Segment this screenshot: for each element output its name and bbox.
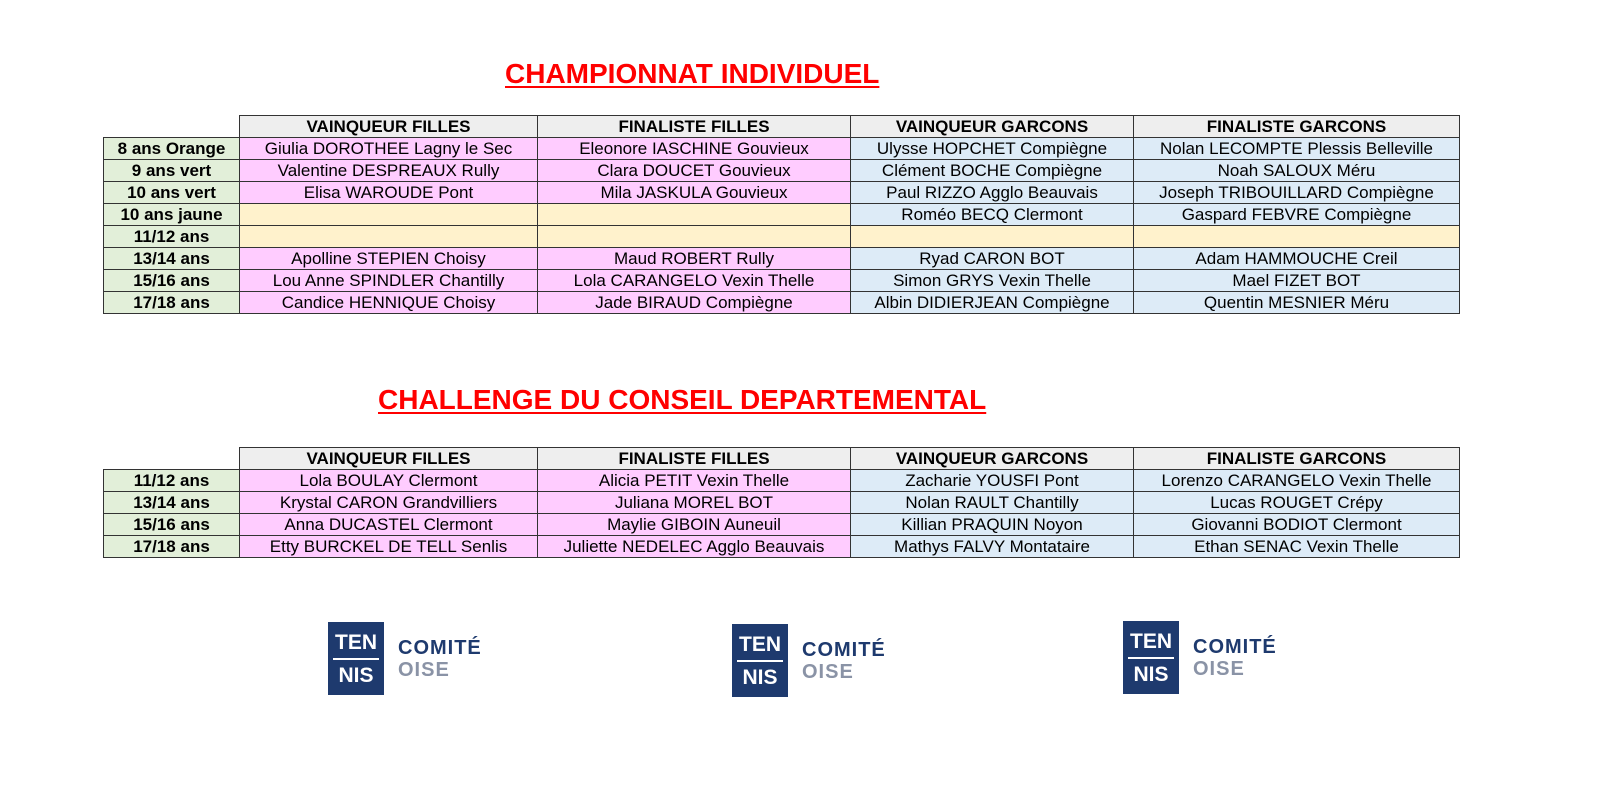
player-cell: Alicia PETIT Vexin Thelle: [538, 470, 851, 492]
player-cell: Krystal CARON Grandvilliers: [240, 492, 538, 514]
logo-text-line2: OISE: [1193, 657, 1245, 680]
column-header: FINALISTE GARCONS: [1134, 448, 1460, 470]
category-cell: 15/16 ans: [104, 270, 240, 292]
empty-cell: [240, 204, 538, 226]
logo-box-line2: NIS: [338, 663, 374, 687]
category-cell: 9 ans vert: [104, 160, 240, 182]
empty-cell: [538, 226, 851, 248]
logo-box-line1: TEN: [335, 630, 377, 654]
player-cell: Lucas ROUGET Crépy: [1134, 492, 1460, 514]
player-cell: Juliette NEDELEC Agglo Beauvais: [538, 536, 851, 558]
logo-box-line2: NIS: [742, 665, 778, 689]
player-cell: Nolan RAULT Chantilly: [851, 492, 1134, 514]
player-cell: Juliana MOREL BOT: [538, 492, 851, 514]
category-cell: 17/18 ans: [104, 292, 240, 314]
player-cell: Albin DIDIERJEAN Compiègne: [851, 292, 1134, 314]
player-cell: Joseph TRIBOUILLARD Compiègne: [1134, 182, 1460, 204]
table-row: [104, 160, 1460, 182]
logo-box-line1: TEN: [1130, 629, 1172, 653]
logo-wordmark: [802, 640, 886, 682]
player-cell: Ryad CARON BOT: [851, 248, 1134, 270]
logo-wordmark: [398, 638, 482, 680]
column-header: FINALISTE GARCONS: [1134, 116, 1460, 138]
table-row: [104, 492, 1460, 514]
championnat-title: CHAMPIONNAT INDIVIDUEL: [505, 58, 880, 89]
tennis-logo-icon: [328, 622, 384, 695]
tennis-logo-icon: [1123, 621, 1179, 694]
column-header: VAINQUEUR FILLES: [240, 116, 538, 138]
table-row: [104, 292, 1460, 314]
empty-cell: [240, 226, 538, 248]
tennis-logo-icon: [732, 624, 788, 697]
logo-divider: [333, 658, 379, 660]
header-corner: [104, 448, 240, 470]
player-cell: Killian PRAQUIN Noyon: [851, 514, 1134, 536]
player-cell: Valentine DESPREAUX Rully: [240, 160, 538, 182]
player-cell: Giulia DOROTHEE Lagny le Sec: [240, 138, 538, 160]
column-header: FINALISTE FILLES: [538, 448, 851, 470]
player-cell: Maud ROBERT Rully: [538, 248, 851, 270]
player-cell: Quentin MESNIER Méru: [1134, 292, 1460, 314]
empty-cell: [538, 204, 851, 226]
player-cell: Mael FIZET BOT: [1134, 270, 1460, 292]
player-cell: Ethan SENAC Vexin Thelle: [1134, 536, 1460, 558]
table-row: [104, 248, 1460, 270]
logo-wordmark: [1193, 637, 1277, 679]
player-cell: Nolan LECOMPTE Plessis Belleville: [1134, 138, 1460, 160]
player-cell: Etty BURCKEL DE TELL Senlis: [240, 536, 538, 558]
player-cell: Jade BIRAUD Compiègne: [538, 292, 851, 314]
player-cell: Clara DOUCET Gouvieux: [538, 160, 851, 182]
player-cell: Mathys FALVY Montataire: [851, 536, 1134, 558]
player-cell: Gaspard FEBVRE Compiègne: [1134, 204, 1460, 226]
logo-box-line1: TEN: [739, 632, 781, 656]
table-row: [104, 470, 1460, 492]
challenge-title: CHALLENGE DU CONSEIL DEPARTEMENTAL: [378, 384, 987, 415]
header-row: [104, 116, 1460, 138]
logo-text-line2: OISE: [802, 660, 854, 683]
table-row: [104, 270, 1460, 292]
category-cell: 13/14 ans: [104, 248, 240, 270]
player-cell: Lou Anne SPINDLER Chantilly: [240, 270, 538, 292]
tennis-comite-logo: [1123, 621, 1277, 694]
player-cell: Candice HENNIQUE Choisy: [240, 292, 538, 314]
player-cell: Zacharie YOUSFI Pont: [851, 470, 1134, 492]
table-row: [104, 182, 1460, 204]
table-row: [104, 514, 1460, 536]
column-header: VAINQUEUR GARCONS: [851, 448, 1134, 470]
empty-cell: [1134, 226, 1460, 248]
logo-box-line2: NIS: [1133, 662, 1169, 686]
column-header: FINALISTE FILLES: [538, 116, 851, 138]
player-cell: Simon GRYS Vexin Thelle: [851, 270, 1134, 292]
logo-divider: [737, 660, 783, 662]
challenge-table: [103, 447, 1460, 558]
category-cell: 10 ans jaune: [104, 204, 240, 226]
logo-divider: [1128, 657, 1174, 659]
player-cell: Noah SALOUX Méru: [1134, 160, 1460, 182]
category-cell: 11/12 ans: [104, 226, 240, 248]
player-cell: Apolline STEPIEN Choisy: [240, 248, 538, 270]
player-cell: Anna DUCASTEL Clermont: [240, 514, 538, 536]
table-row: [104, 226, 1460, 248]
logo-text-line1: COMITÉ: [398, 636, 482, 659]
table-row: [104, 536, 1460, 558]
player-cell: Roméo BECQ Clermont: [851, 204, 1134, 226]
category-cell: 15/16 ans: [104, 514, 240, 536]
category-cell: 11/12 ans: [104, 470, 240, 492]
player-cell: Elisa WAROUDE Pont: [240, 182, 538, 204]
table-row: [104, 138, 1460, 160]
player-cell: Clément BOCHE Compiègne: [851, 160, 1134, 182]
category-cell: 13/14 ans: [104, 492, 240, 514]
table-row: [104, 204, 1460, 226]
player-cell: Eleonore IASCHINE Gouvieux: [538, 138, 851, 160]
column-header: VAINQUEUR GARCONS: [851, 116, 1134, 138]
championnat-table: [103, 115, 1460, 314]
logo-text-line2: OISE: [398, 658, 450, 681]
logo-text-line1: COMITÉ: [802, 638, 886, 661]
player-cell: Maylie GIBOIN Auneuil: [538, 514, 851, 536]
header-corner: [104, 116, 240, 138]
category-cell: 10 ans vert: [104, 182, 240, 204]
player-cell: Lorenzo CARANGELO Vexin Thelle: [1134, 470, 1460, 492]
column-header: VAINQUEUR FILLES: [240, 448, 538, 470]
player-cell: Lola CARANGELO Vexin Thelle: [538, 270, 851, 292]
category-cell: 17/18 ans: [104, 536, 240, 558]
tennis-comite-logo: [732, 624, 886, 697]
category-cell: 8 ans Orange: [104, 138, 240, 160]
player-cell: Giovanni BODIOT Clermont: [1134, 514, 1460, 536]
logo-text-line1: COMITÉ: [1193, 635, 1277, 658]
tennis-comite-logo: [328, 622, 482, 695]
empty-cell: [851, 226, 1134, 248]
player-cell: Adam HAMMOUCHE Creil: [1134, 248, 1460, 270]
player-cell: Lola BOULAY Clermont: [240, 470, 538, 492]
player-cell: Ulysse HOPCHET Compiègne: [851, 138, 1134, 160]
player-cell: Mila JASKULA Gouvieux: [538, 182, 851, 204]
header-row: [104, 448, 1460, 470]
player-cell: Paul RIZZO Agglo Beauvais: [851, 182, 1134, 204]
